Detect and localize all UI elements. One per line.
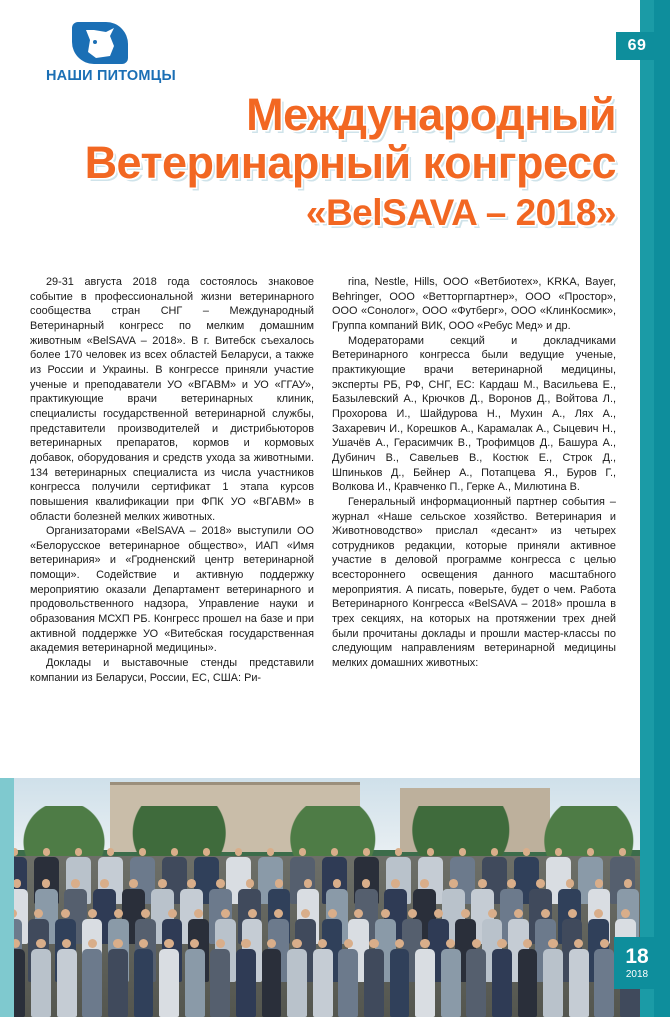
photo-person: [55, 939, 78, 1017]
photo-person: [209, 939, 232, 1017]
photo-person-head: [408, 909, 417, 918]
photo-person: [542, 939, 565, 1017]
photo-person-head: [328, 909, 337, 918]
paragraph: Генеральный информационный партнер события – журнал «Наше сельское хозяйство. Ветеринария и Животноводство» прислал «десант» из четырех сотрудников редакции, которые приняли активное участие в деловой программе конгресса с целью всестороннего освещения данного масштабного мероприятия. А писать, поверьте, будет о чем. Работа Ветеринарного Конгресса «BelSAVA – 2018» прошла в трех секциях, на которых на протяжении трех дней были прочитаны доклады и прошли мастер-классы по следующим направлениям ветеринарной медицины мелких домашних животных:: [332, 495, 616, 670]
photo-person-head: [114, 909, 123, 918]
photo-person-body: [31, 949, 51, 1017]
photo-person-head: [434, 909, 443, 918]
photo-person-head: [446, 939, 455, 948]
photo-person-head: [574, 939, 583, 948]
photo-person-head: [395, 939, 404, 948]
photo-person-head: [241, 939, 250, 948]
photo-person-head: [301, 909, 310, 918]
photo-person-body: [415, 949, 435, 1017]
photo-person-head: [248, 909, 257, 918]
photo-person-head: [71, 879, 80, 888]
photo-person-head: [461, 909, 470, 918]
photo-person-head: [203, 848, 211, 856]
photo-person-body: [441, 949, 461, 1017]
photo-person: [158, 939, 181, 1017]
photo-person-head: [304, 879, 313, 888]
photo-person-head: [331, 848, 339, 856]
article-title-line-2: Ветеринарный конгресс: [84, 136, 616, 188]
photo-person: [567, 939, 590, 1017]
photo-person-head: [619, 848, 627, 856]
photo-person-head: [391, 879, 400, 888]
photo-person-head: [36, 939, 45, 948]
photo-person-head: [541, 909, 550, 918]
photo-person-head: [621, 909, 630, 918]
photo-person-head: [168, 909, 177, 918]
right-edge-bar: [640, 0, 670, 1017]
photo-person-head: [113, 939, 122, 948]
photo-person-head: [13, 879, 22, 888]
photo-person: [439, 939, 462, 1017]
photo-person-head: [88, 939, 97, 948]
photo-person: [106, 939, 129, 1017]
photo-person-body: [159, 949, 179, 1017]
photo-person-head: [171, 848, 179, 856]
photo-person-body: [492, 949, 512, 1017]
photo-person-head: [299, 848, 307, 856]
photo-person-head: [587, 848, 595, 856]
photo-person: [593, 939, 616, 1017]
photo-person-head: [141, 909, 150, 918]
photo-person-head: [449, 879, 458, 888]
photo-person: [388, 939, 411, 1017]
photo-person: [183, 939, 206, 1017]
dog-head-icon: [72, 22, 128, 64]
page-number-badge: 69: [616, 32, 658, 60]
photo-person-head: [129, 879, 138, 888]
photo-person-body: [236, 949, 256, 1017]
photo-person-head: [194, 909, 203, 918]
photo-person-head: [344, 939, 353, 948]
paragraph: Организаторами «BelSAVA – 2018» выступили ОО «Белорусское ветеринарное общество», ИАП «Имя ветеринария» и «Гродненский центр ветеринарной помощи». Содействие и активную поддержку мероприятию оказали Департамент ветеринарного и продовольственного надзора, Управление науки и образования МСХП РБ. Конгресс прошел на базе и при активной поддержке УО «Витебская государственная академия ветеринарной медицины».: [30, 525, 314, 655]
photo-person-head: [275, 879, 284, 888]
photo-person-head: [164, 939, 173, 948]
photo-person: [516, 939, 539, 1017]
photo-person-body: [338, 949, 358, 1017]
photo-person-head: [221, 909, 230, 918]
photo-person-head: [369, 939, 378, 948]
photo-person-body: [364, 949, 384, 1017]
photo-person-body: [82, 949, 102, 1017]
photo-person: [337, 939, 360, 1017]
photo-person-head: [139, 939, 148, 948]
photo-person-head: [292, 939, 301, 948]
photo-left-strip: [0, 778, 14, 1017]
photo-person-body: [210, 949, 230, 1017]
photo-person-head: [595, 879, 604, 888]
photo-person: [132, 939, 155, 1017]
photo-person-head: [555, 848, 563, 856]
photo-person-head: [548, 939, 557, 948]
photo-person-head: [34, 909, 43, 918]
photo-person-head: [363, 848, 371, 856]
photo-person-head: [107, 848, 115, 856]
paragraph: Модераторами секций и докладчиками Ветеринарного конгресса были ведущие ученые, практикующие врачи ветеринарной медицины, эксперты РБ, РФ, СНГ, ЕС: Кардаш М., Васильева Е., Базылевский А., Крючков Д., Воронов Д., Войтова Л., Прохорова И., Шайдурова Н., Мухин А., Лях А., Захаревич И., Корешков А., Карамалак А., Сыцевич Н., Ушачёв А., Герасимчик В., Трофимцов Д., Башура А., Дубинич В., Савельев В., Костюк Е., Строк Д., Шпиньков Д., Бейнер А., Потапцева Я., Буров Г., Волкова И., Кравченко П., Герке А., Милютина В.: [332, 334, 616, 494]
photo-person-head: [420, 939, 429, 948]
dog-head-glyph: [80, 26, 120, 62]
issue-number: 18: [625, 945, 649, 968]
photo-person-body: [518, 949, 538, 1017]
paragraph: Доклады и выставочные стенды представили компании из Беларуси, России, ЕС, США: Ри-: [30, 657, 314, 684]
photo-person-head: [235, 848, 243, 856]
photo-person-body: [108, 949, 128, 1017]
right-edge-bar-inner: [654, 0, 670, 1017]
photo-person: [234, 939, 257, 1017]
photo-person: [465, 939, 488, 1017]
photo-person-body: [390, 949, 410, 1017]
paragraph: 29-31 августа 2018 года состоялось знаковое событие в профессиональной жизни ветеринарного сообщества стран СНГ – Международный Ветеринарный конгресс по мелким домашним животным «BelSAVA – 2018». В г. Витебск съехалось более 170 человек из всех областей Беларуси, а также из России и Украины. В конгрессе приняли участие ученые и преподаватели УО «ВГАВМ» и УО «ГГАУ», практикующие врачи ветеринарных клиник, специалисты государственной ветеринарной службы, представители производителей и дистрибьюторов ветеринарных препаратов, кормов и кормовых добавок, оборудования и средств ухода за животными. 134 ветеринарных специалиста из числа участников конгресса получили сертификат 1 этапа курсов повышения квалификации при ФПК УО «ВГАВМ» в области болезней мелких животных.: [30, 276, 314, 523]
issue-badge: [614, 937, 660, 989]
photo-person: [414, 939, 437, 1017]
photo-person-head: [624, 879, 633, 888]
photo-person-body: [594, 949, 614, 1017]
photo-person-body: [569, 949, 589, 1017]
photo-person-head: [267, 848, 275, 856]
photo-person-head: [318, 939, 327, 948]
photo-person-head: [488, 909, 497, 918]
photo-person-head: [427, 848, 435, 856]
photo-person-head: [139, 848, 147, 856]
photo-person-head: [187, 879, 196, 888]
photo-person-head: [190, 939, 199, 948]
photo-person-head: [491, 848, 499, 856]
article-body: [30, 275, 616, 685]
photo-person-body: [543, 949, 563, 1017]
photo-person-head: [62, 939, 71, 948]
photo-person: [81, 939, 104, 1017]
photo-person-head: [61, 909, 70, 918]
photo-person: [286, 939, 309, 1017]
photo-person-body: [134, 949, 154, 1017]
photo-person: [30, 939, 53, 1017]
photo-person-body: [466, 949, 486, 1017]
photo-person-head: [600, 939, 609, 948]
photo-crowd: [0, 834, 640, 1017]
paragraph: rina, Nestle, Hills, ООО «Ветбиотех», KRKA, Bayer, Behringer, ООО «Ветторгпартнер», ООО «Простор», ООО «Сонолог», ООО «Футберг», ООО «КлинКосмик», Группа компаний ВИК, ООО «Ребус Мед» и др.: [332, 276, 616, 332]
photo-person-head: [536, 879, 545, 888]
photo-person-head: [246, 879, 255, 888]
photo-person-head: [362, 879, 371, 888]
photo-person-head: [354, 909, 363, 918]
group-photo: [0, 778, 640, 1017]
photo-person-head: [216, 939, 225, 948]
photo-person-head: [267, 939, 276, 948]
photo-person-head: [478, 879, 487, 888]
issue-year: 2018: [625, 969, 649, 980]
photo-person-body: [262, 949, 282, 1017]
photo-person-head: [523, 939, 532, 948]
photo-person-head: [594, 909, 603, 918]
photo-person-head: [88, 909, 97, 918]
photo-person-head: [333, 879, 342, 888]
photo-person-head: [420, 879, 429, 888]
article-title-line-1: Международный: [246, 89, 616, 140]
right-column: [332, 275, 616, 685]
photo-person-head: [497, 939, 506, 948]
photo-person-head: [42, 879, 51, 888]
photo-person-head: [75, 848, 83, 856]
photo-person: [362, 939, 385, 1017]
photo-person-body: [57, 949, 77, 1017]
photo-person-head: [381, 909, 390, 918]
photo-person-head: [568, 909, 577, 918]
photo-person-head: [274, 909, 283, 918]
photo-person-head: [472, 939, 481, 948]
article-title-line-3: «BelSAVA – 2018»: [305, 191, 616, 233]
photo-person-head: [507, 879, 516, 888]
article-title: [30, 89, 616, 233]
photo-person-head: [459, 848, 467, 856]
photo-person-head: [216, 879, 225, 888]
photo-person-head: [43, 848, 51, 856]
photo-person: [260, 939, 283, 1017]
photo-person-body: [313, 949, 333, 1017]
photo-person-body: [185, 949, 205, 1017]
photo-person-head: [395, 848, 403, 856]
photo-person-head: [566, 879, 575, 888]
photo-person-head: [514, 909, 523, 918]
left-column: [30, 275, 314, 685]
photo-person: [490, 939, 513, 1017]
photo-person-head: [523, 848, 531, 856]
photo-person-head: [100, 879, 109, 888]
photo-person-head: [158, 879, 167, 888]
magazine-logo: [46, 22, 186, 84]
photo-person: [311, 939, 334, 1017]
magazine-logo-text: НАШИ ПИТОМЦЫ: [46, 68, 176, 84]
photo-person-body: [287, 949, 307, 1017]
